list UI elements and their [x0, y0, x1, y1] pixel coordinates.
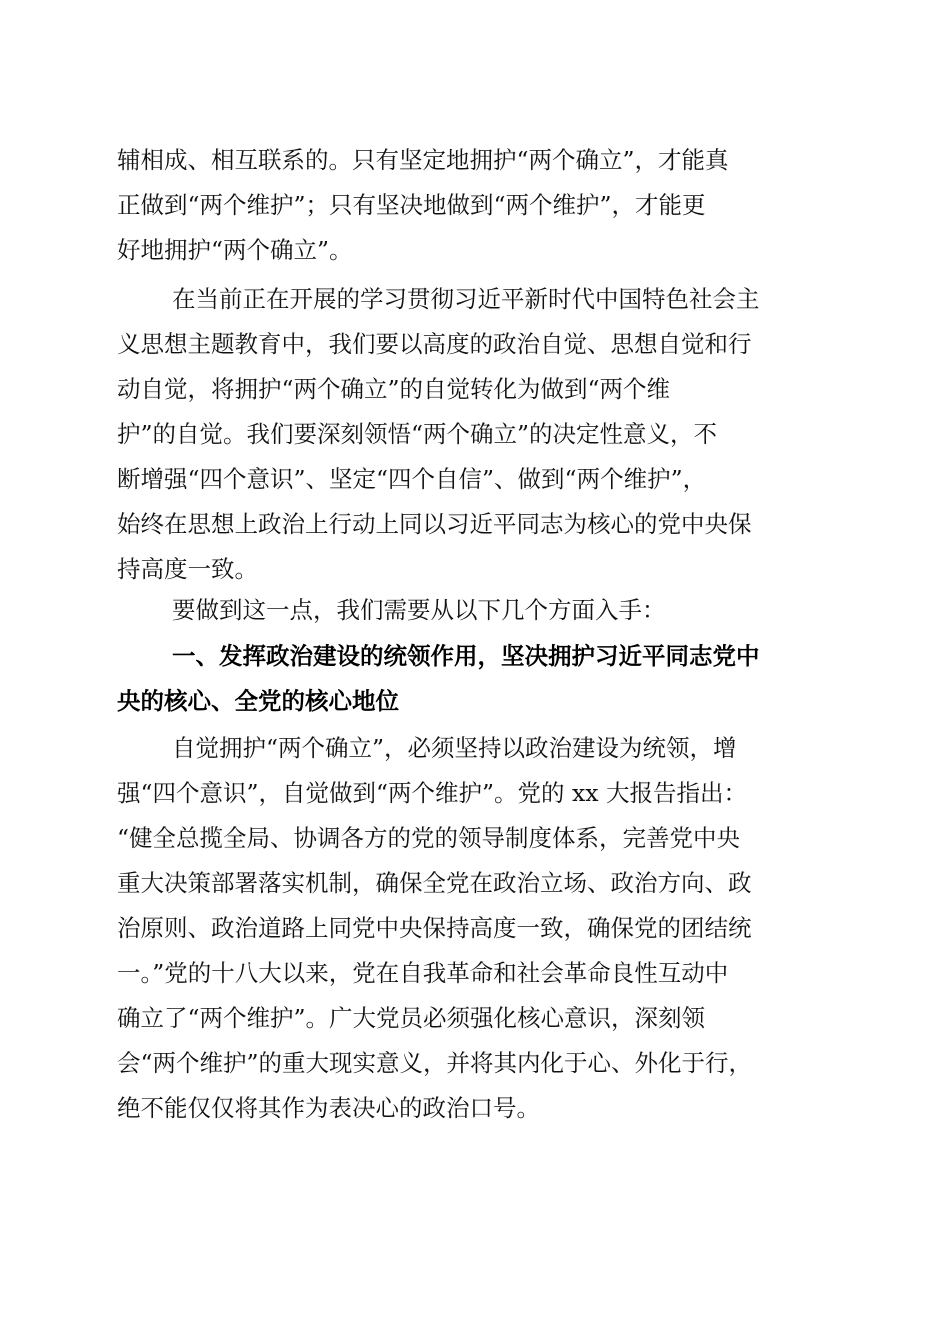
text-line: 绝不能仅仅将其作为表决心的政治口号。 — [117, 1094, 540, 1122]
text-line: 确立了“两个维护”。广大党员必须强化核心意识，深刻领 — [117, 1004, 706, 1032]
text-line: 始终在思想上政治上行动上同以习近平同志为核心的党中央保 — [117, 510, 752, 538]
heading-line: 一、发挥政治建设的统领作用，坚决拥护习近平同志党中 — [172, 642, 760, 670]
text-line: 义思想主题教育中，我们要以高度的政治自觉、思想自觉和行 — [117, 330, 752, 358]
text-line: 强“四个意识”，自觉做到“两个维护”。党的 xx 大报告指出： — [117, 779, 748, 807]
text-line: 重大决策部署落实机制，确保全党在政治立场、政治方向、政 — [117, 869, 752, 897]
heading-line: 央的核心、全党的核心地位 — [117, 687, 399, 715]
text-line: 动自觉，将拥护“两个确立”的自觉转化为做到“两个维 — [117, 375, 671, 403]
text-line: 自觉拥护“两个确立”，必须坚持以政治建设为统领，增 — [172, 734, 737, 762]
text-line: 好地拥护“两个确立”。 — [117, 236, 353, 264]
text-line: 正做到“两个维护”；只有坚决地做到“两个维护”，才能更 — [117, 191, 706, 219]
text-line: 一。”党的十八大以来，党在自我革命和社会革命良性互动中 — [117, 959, 729, 987]
text-line: 会“两个维护”的重大现实意义，并将其内化于心、外化于行， — [117, 1049, 753, 1077]
text-line: 护”的自觉。我们要深刻领悟“两个确立”的决定性意义，不 — [117, 420, 718, 448]
text-line: 辅相成、相互联系的。只有坚定地拥护“两个确立”，才能真 — [117, 146, 729, 174]
text-line: 持高度一致。 — [117, 555, 258, 583]
text-line: 断增强“四个意识”、坚定“四个自信”、做到“两个维护”， — [117, 465, 707, 493]
text-line: “健全总揽全局、协调各方的党的领导制度体系，完善党中央 — [117, 824, 741, 852]
text-line: 要做到这一点，我们需要从以下几个方面入手： — [172, 596, 666, 624]
text-line: 在当前正在开展的学习贯彻习近平新时代中国特色社会主 — [172, 285, 760, 313]
text-line: 治原则、政治道路上同党中央保持高度一致，确保党的团结统 — [117, 914, 752, 942]
